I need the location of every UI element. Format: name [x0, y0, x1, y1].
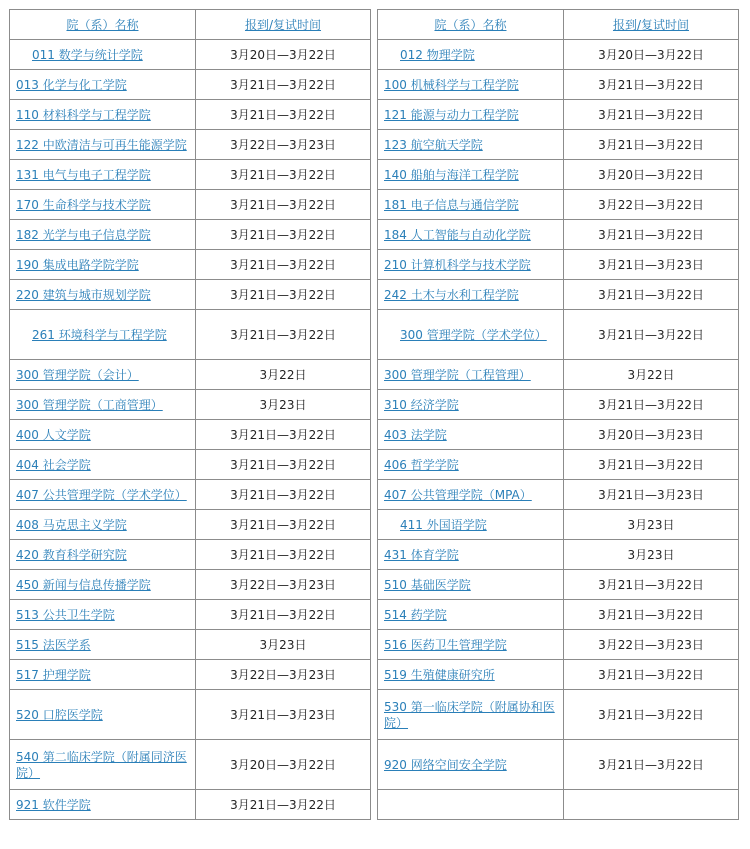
department-cell: [378, 160, 564, 190]
date-cell: 3月21日—3月22日: [564, 100, 739, 130]
table-row: [378, 450, 739, 480]
department-cell: [10, 280, 196, 310]
department-link[interactable]: 515 法医学系: [16, 637, 91, 652]
department-link[interactable]: 411 外国语学院: [400, 517, 487, 532]
date-cell: 3月20日—3月22日: [196, 40, 371, 70]
date-cell: 3月22日—3月23日: [196, 130, 371, 160]
department-link[interactable]: 450 新闻与信息传播学院: [16, 577, 151, 592]
table-row: [378, 740, 739, 790]
department-link[interactable]: 431 体育学院: [384, 547, 459, 562]
table-row: [10, 100, 371, 130]
department-link[interactable]: 530 第一临床学院（附属协和医院）: [384, 699, 555, 730]
date-cell: 3月21日—3月22日: [564, 570, 739, 600]
department-link[interactable]: 184 人工智能与自动化学院: [384, 227, 531, 242]
column-header-date: [564, 10, 739, 40]
table-row: [378, 40, 739, 70]
date-cell: 3月20日—3月22日: [564, 40, 739, 70]
date-cell: 3月23日: [196, 630, 371, 660]
date-cell: 3月22日—3月23日: [564, 630, 739, 660]
table-row: [378, 600, 739, 630]
department-link[interactable]: 170 生命科学与技术学院: [16, 197, 151, 212]
table-row: [10, 390, 371, 420]
table-row: [10, 420, 371, 450]
department-cell: [378, 40, 564, 70]
table-row: [10, 790, 371, 820]
department-link[interactable]: 921 软件学院: [16, 797, 91, 812]
table-row: [10, 510, 371, 540]
department-link[interactable]: 220 建筑与城市规划学院: [16, 287, 151, 302]
department-cell: [378, 690, 564, 740]
table-header-row: [10, 10, 371, 40]
department-link[interactable]: 540 第二临床学院（附属同济医院）: [16, 749, 187, 780]
department-link[interactable]: 420 教育科学研究院: [16, 547, 127, 562]
department-cell: [378, 570, 564, 600]
department-link[interactable]: 920 网络空间安全学院: [384, 757, 507, 772]
department-cell: [10, 690, 196, 740]
department-link[interactable]: 100 机械科学与工程学院: [384, 77, 519, 92]
department-cell: [10, 390, 196, 420]
date-cell: 3月21日—3月22日: [196, 540, 371, 570]
table-row: [10, 70, 371, 100]
department-link[interactable]: 300 管理学院（会计）: [16, 367, 139, 382]
department-cell: [10, 310, 196, 360]
date-cell: 3月21日—3月22日: [564, 390, 739, 420]
department-link[interactable]: 190 集成电路学院学院: [16, 257, 139, 272]
department-cell: [378, 360, 564, 390]
table-row: [378, 70, 739, 100]
date-cell: 3月21日—3月23日: [196, 690, 371, 740]
department-cell: [10, 570, 196, 600]
department-cell: [10, 660, 196, 690]
department-cell: [378, 280, 564, 310]
column-header-date: [196, 10, 371, 40]
department-link[interactable]: 121 能源与动力工程学院: [384, 107, 519, 122]
column-header-name: [10, 10, 196, 40]
date-cell: 3月21日—3月22日: [196, 100, 371, 130]
department-link[interactable]: 407 公共管理学院（学术学位）: [16, 487, 187, 502]
column-header-name-label: 院（系）名称: [434, 17, 507, 32]
department-cell: [378, 600, 564, 630]
date-cell: 3月21日—3月22日: [564, 660, 739, 690]
date-cell: 3月21日—3月22日: [564, 450, 739, 480]
table-row: [10, 600, 371, 630]
department-cell: [10, 250, 196, 280]
department-link[interactable]: 310 经济学院: [384, 397, 459, 412]
department-link[interactable]: 400 人文学院: [16, 427, 91, 442]
department-cell: [10, 130, 196, 160]
table-row: [10, 540, 371, 570]
department-link[interactable]: 181 电子信息与通信学院: [384, 197, 519, 212]
table-row: [378, 630, 739, 660]
table-header-row: [378, 10, 739, 40]
date-cell: 3月21日—3月22日: [564, 220, 739, 250]
date-cell: 3月21日—3月22日: [196, 190, 371, 220]
date-cell: 3月21日—3月22日: [196, 250, 371, 280]
department-cell: [378, 250, 564, 280]
date-cell: 3月21日—3月22日: [564, 740, 739, 790]
department-cell: [378, 390, 564, 420]
table-row: [10, 690, 371, 740]
department-link[interactable]: 122 中欧清洁与可再生能源学院: [16, 137, 187, 152]
department-link[interactable]: 210 计算机科学与技术学院: [384, 257, 531, 272]
department-cell: [10, 630, 196, 660]
date-cell: 3月21日—3月22日: [196, 310, 371, 360]
date-cell: 3月22日: [564, 360, 739, 390]
column-header-date-label: 报到/复试时间: [244, 17, 322, 32]
department-cell: [10, 600, 196, 630]
department-cell: [10, 510, 196, 540]
table-row: [10, 630, 371, 660]
date-cell: 3月21日—3月23日: [564, 250, 739, 280]
department-link[interactable]: 408 马克思主义学院: [16, 517, 127, 532]
date-cell: 3月23日: [564, 510, 739, 540]
table-row: [10, 220, 371, 250]
table-row: [378, 190, 739, 220]
table-row: [378, 280, 739, 310]
table-row: [378, 540, 739, 570]
department-cell: [10, 480, 196, 510]
date-cell: 3月22日—3月22日: [564, 190, 739, 220]
table-row: [378, 100, 739, 130]
schedule-table-right: [377, 9, 739, 820]
department-link[interactable]: 514 药学院: [384, 607, 447, 622]
department-link[interactable]: 519 生殖健康研究所: [384, 667, 495, 682]
department-cell: [378, 220, 564, 250]
table-row: [10, 40, 371, 70]
date-cell: 3月20日—3月23日: [564, 420, 739, 450]
department-link[interactable]: 406 哲学学院: [384, 457, 459, 472]
table-row: [10, 130, 371, 160]
table-row: [378, 420, 739, 450]
table-row: [10, 250, 371, 280]
table-row: [10, 310, 371, 360]
table-row: [378, 390, 739, 420]
column-header-name: [378, 10, 564, 40]
table-row: [10, 190, 371, 220]
department-cell: [10, 40, 196, 70]
schedule-table-left: [9, 9, 371, 820]
table-row: [378, 570, 739, 600]
department-link[interactable]: 300 管理学院（工程管理）: [384, 367, 531, 382]
date-cell: 3月22日—3月23日: [196, 660, 371, 690]
date-cell: 3月21日—3月22日: [196, 70, 371, 100]
department-link[interactable]: 520 口腔医学院: [16, 707, 103, 722]
department-cell: [378, 70, 564, 100]
department-link[interactable]: 404 社会学院: [16, 457, 91, 472]
date-cell: 3月23日: [196, 390, 371, 420]
department-link[interactable]: 242 土木与水利工程学院: [384, 287, 519, 302]
column-header-name-label: 院（系）名称: [66, 17, 139, 32]
table-row: [378, 510, 739, 540]
date-cell: 3月20日—3月22日: [564, 160, 739, 190]
table-row: [10, 360, 371, 390]
department-cell: [10, 160, 196, 190]
empty-cell: [564, 790, 739, 820]
department-cell: [10, 220, 196, 250]
department-cell: [378, 510, 564, 540]
date-cell: 3月21日—3月22日: [564, 600, 739, 630]
department-cell: [378, 420, 564, 450]
date-cell: 3月20日—3月22日: [196, 740, 371, 790]
department-link[interactable]: 517 护理学院: [16, 667, 91, 682]
department-link[interactable]: 300 管理学院（学术学位）: [400, 327, 547, 342]
department-cell: [10, 790, 196, 820]
table-row: [378, 690, 739, 740]
table-row: [378, 160, 739, 190]
table-row: [378, 130, 739, 160]
department-link[interactable]: 131 电气与电子工程学院: [16, 167, 151, 182]
department-link[interactable]: 182 光学与电子信息学院: [16, 227, 151, 242]
table-row: [378, 250, 739, 280]
table-row: [10, 570, 371, 600]
date-cell: 3月21日—3月22日: [196, 600, 371, 630]
department-cell: [10, 360, 196, 390]
table-row: [10, 450, 371, 480]
date-cell: 3月21日—3月23日: [564, 480, 739, 510]
table-row: [378, 360, 739, 390]
department-cell: [10, 190, 196, 220]
date-cell: 3月21日—3月22日: [196, 510, 371, 540]
department-cell: [378, 660, 564, 690]
date-cell: 3月21日—3月22日: [564, 310, 739, 360]
department-cell: [378, 190, 564, 220]
date-cell: 3月22日: [196, 360, 371, 390]
department-cell: [378, 450, 564, 480]
department-cell: [10, 70, 196, 100]
table-row: [378, 480, 739, 510]
department-link[interactable]: 513 公共卫生学院: [16, 607, 115, 622]
department-link[interactable]: 012 物理学院: [400, 47, 475, 62]
date-cell: 3月21日—3月22日: [564, 280, 739, 310]
department-cell: [378, 310, 564, 360]
department-link[interactable]: 510 基础医学院: [384, 577, 471, 592]
department-link[interactable]: 403 法学院: [384, 427, 447, 442]
column-header-date-label: 报到/复试时间: [612, 17, 690, 32]
department-cell: [10, 540, 196, 570]
department-cell: [378, 630, 564, 660]
date-cell: 3月21日—3月22日: [564, 130, 739, 160]
date-cell: 3月23日: [564, 540, 739, 570]
department-link[interactable]: 013 化学与化工学院: [16, 77, 127, 92]
date-cell: 3月21日—3月22日: [564, 70, 739, 100]
department-link[interactable]: 123 航空航天学院: [384, 137, 483, 152]
table-row: [378, 310, 739, 360]
date-cell: 3月21日—3月22日: [564, 690, 739, 740]
table-row: [10, 660, 371, 690]
department-link[interactable]: 516 医药卫生管理学院: [384, 637, 507, 652]
department-cell: [10, 100, 196, 130]
department-link[interactable]: 300 管理学院（工商管理）: [16, 397, 163, 412]
date-cell: 3月21日—3月22日: [196, 790, 371, 820]
date-cell: 3月21日—3月22日: [196, 450, 371, 480]
empty-cell: [378, 790, 564, 820]
date-cell: 3月21日—3月22日: [196, 420, 371, 450]
date-cell: 3月21日—3月22日: [196, 160, 371, 190]
table-row: [10, 160, 371, 190]
table-row: [10, 740, 371, 790]
date-cell: 3月21日—3月22日: [196, 220, 371, 250]
department-link[interactable]: 110 材料科学与工程学院: [16, 107, 151, 122]
department-cell: [10, 450, 196, 480]
department-cell: [10, 420, 196, 450]
department-link[interactable]: 407 公共管理学院（MPA）: [384, 487, 532, 502]
department-cell: [10, 740, 196, 790]
table-row: [10, 280, 371, 310]
department-cell: [378, 100, 564, 130]
department-cell: [378, 740, 564, 790]
date-cell: 3月22日—3月23日: [196, 570, 371, 600]
date-cell: 3月21日—3月22日: [196, 480, 371, 510]
date-cell: 3月21日—3月22日: [196, 280, 371, 310]
department-link[interactable]: 011 数学与统计学院: [32, 47, 143, 62]
table-row: [378, 220, 739, 250]
department-cell: [378, 540, 564, 570]
table-row: [10, 480, 371, 510]
department-link[interactable]: 140 船舶与海洋工程学院: [384, 167, 519, 182]
department-cell: [378, 480, 564, 510]
department-cell: [378, 130, 564, 160]
table-row: [378, 790, 739, 820]
department-link[interactable]: 261 环境科学与工程学院: [32, 327, 167, 342]
table-row: [378, 660, 739, 690]
